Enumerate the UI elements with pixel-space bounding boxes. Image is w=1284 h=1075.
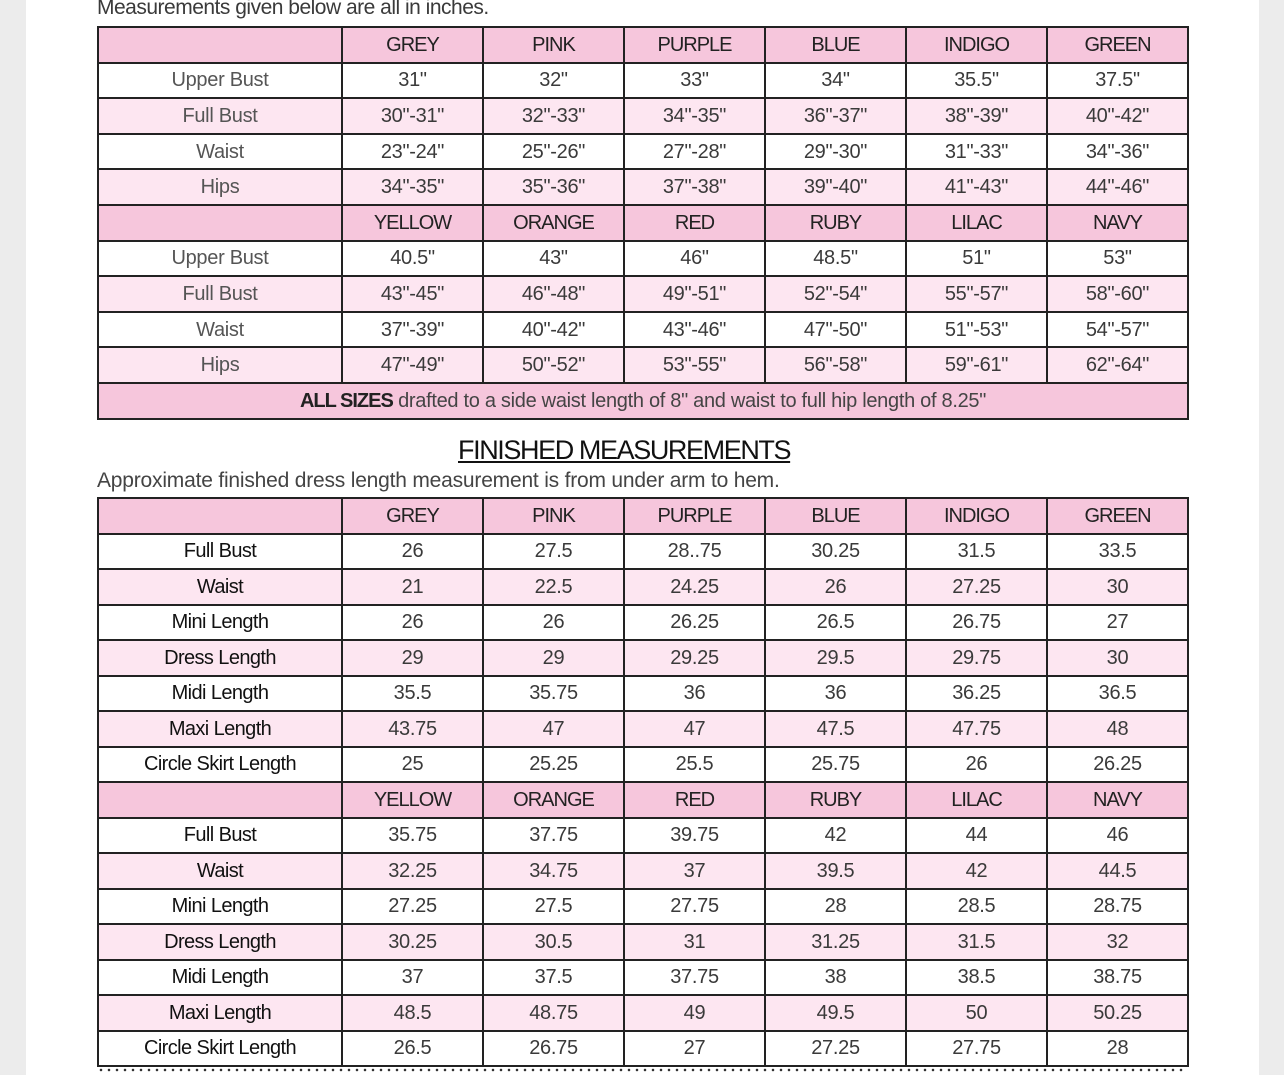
table-row	[98, 569, 1188, 605]
size-header-pink: PINK	[483, 498, 624, 534]
size-header-pink: PINK	[483, 27, 624, 63]
measurement-cell: 37"-39"	[342, 312, 483, 348]
measurement-cell: 28.75	[1047, 889, 1188, 925]
measurement-cell: 25.5	[624, 747, 765, 783]
table-row	[98, 818, 1188, 854]
table-row	[98, 640, 1188, 676]
measurement-cell: 38.75	[1047, 960, 1188, 996]
measurement-cell: 39"-40"	[765, 169, 906, 205]
row-label: Midi Length	[98, 676, 342, 712]
row-label: Circle Skirt Length	[98, 1031, 342, 1067]
measurement-cell: 26.25	[1047, 747, 1188, 783]
measurement-cell: 47	[483, 711, 624, 747]
measurement-cell: 43.75	[342, 711, 483, 747]
body-measurements-table	[97, 26, 1189, 420]
measurement-cell: 29"-30"	[765, 134, 906, 170]
measurement-cell: 30	[1047, 569, 1188, 605]
finished-measurements-subtitle: Approximate finished dress length measurement is from under arm to hem.	[97, 469, 780, 492]
measurement-cell: 30.5	[483, 924, 624, 960]
row-label: Mini Length	[98, 605, 342, 641]
measurement-cell: 31"	[342, 63, 483, 99]
row-label: Dress Length	[98, 640, 342, 676]
note-row	[98, 383, 1188, 419]
table-row	[98, 853, 1188, 889]
row-label: Hips	[98, 347, 342, 383]
size-header-orange: ORANGE	[483, 782, 624, 818]
measurement-cell: 38.5	[906, 960, 1047, 996]
size-header-ruby: RUBY	[765, 782, 906, 818]
measurement-cell: 32.25	[342, 853, 483, 889]
measurement-cell: 34"-35"	[624, 98, 765, 134]
table-row	[98, 711, 1188, 747]
size-header-ruby: RUBY	[765, 205, 906, 241]
measurement-cell: 27	[624, 1031, 765, 1067]
measurement-cell: 40.5"	[342, 241, 483, 277]
row-label: Maxi Length	[98, 711, 342, 747]
finished-size-header-row	[98, 782, 1188, 818]
size-header-purple: PURPLE	[624, 27, 765, 63]
size-header-grey: GREY	[342, 27, 483, 63]
measurement-cell: 29.75	[906, 640, 1047, 676]
size-header-green: GREEN	[1047, 27, 1188, 63]
measurement-cell: 26	[342, 605, 483, 641]
measurement-cell: 32"	[483, 63, 624, 99]
measurement-cell: 36	[765, 676, 906, 712]
measurement-cell: 47"-50"	[765, 312, 906, 348]
body-size-header-row	[98, 27, 1188, 63]
size-header-orange: ORANGE	[483, 205, 624, 241]
measurement-cell: 47"-49"	[342, 347, 483, 383]
measurement-cell: 43"-46"	[624, 312, 765, 348]
measurement-cell: 28..75	[624, 534, 765, 570]
body-size-header-row	[98, 205, 1188, 241]
measurement-cell: 44	[906, 818, 1047, 854]
table-row	[98, 312, 1188, 348]
measurement-cell: 27"-28"	[624, 134, 765, 170]
table-row	[98, 995, 1188, 1031]
measurement-cell: 46"	[624, 241, 765, 277]
row-label: Full Bust	[98, 534, 342, 570]
measurement-cell: 28.5	[906, 889, 1047, 925]
measurement-cell: 39.75	[624, 818, 765, 854]
measurement-cell: 24.25	[624, 569, 765, 605]
measurement-cell: 34"-36"	[1047, 134, 1188, 170]
measurement-cell: 26	[483, 605, 624, 641]
measurement-cell: 48.5	[342, 995, 483, 1031]
measurement-cell: 53"	[1047, 241, 1188, 277]
measurement-cell: 37.5	[483, 960, 624, 996]
measurement-cell: 22.5	[483, 569, 624, 605]
measurement-cell: 35.5"	[906, 63, 1047, 99]
finished-measurements-table	[97, 497, 1189, 1067]
measurement-cell: 36	[624, 676, 765, 712]
size-header-yellow: YELLOW	[342, 782, 483, 818]
measurement-cell: 29	[342, 640, 483, 676]
measurement-cell: 33"	[624, 63, 765, 99]
measurement-cell: 34"-35"	[342, 169, 483, 205]
finished-measurements-title: FINISHED MEASUREMENTS	[458, 435, 791, 465]
measurement-cell: 36.25	[906, 676, 1047, 712]
size-header-blue: BLUE	[765, 27, 906, 63]
measurement-cell: 32"-33"	[483, 98, 624, 134]
measurement-cell: 25"-26"	[483, 134, 624, 170]
row-label: Full Bust	[98, 276, 342, 312]
measurement-cell: 29.5	[765, 640, 906, 676]
header-corner-cell	[98, 782, 342, 818]
measurement-cell: 25.25	[483, 747, 624, 783]
measurements-intro: Measurements given below are all in inches.	[97, 0, 489, 19]
measurement-cell: 54"-57"	[1047, 312, 1188, 348]
measurement-cell: 23"-24"	[342, 134, 483, 170]
measurement-cell: 59"-61"	[906, 347, 1047, 383]
measurement-cell: 56"-58"	[765, 347, 906, 383]
measurement-cell: 44"-46"	[1047, 169, 1188, 205]
measurement-cell: 35"-36"	[483, 169, 624, 205]
measurement-cell: 25.75	[765, 747, 906, 783]
size-header-lilac: LILAC	[906, 205, 1047, 241]
size-header-navy: NAVY	[1047, 205, 1188, 241]
measurement-cell: 35.75	[483, 676, 624, 712]
measurement-cell: 26	[342, 534, 483, 570]
table-row	[98, 1031, 1188, 1067]
measurement-cell: 55"-57"	[906, 276, 1047, 312]
table-row	[98, 134, 1188, 170]
measurement-cell: 36.5	[1047, 676, 1188, 712]
measurement-cell: 47.75	[906, 711, 1047, 747]
table-row	[98, 924, 1188, 960]
measurement-cell: 37.75	[624, 960, 765, 996]
size-header-lilac: LILAC	[906, 782, 1047, 818]
measurement-cell: 38	[765, 960, 906, 996]
measurement-cell: 30.25	[765, 534, 906, 570]
row-label: Full Bust	[98, 98, 342, 134]
table-row	[98, 534, 1188, 570]
measurement-cell: 27.75	[906, 1031, 1047, 1067]
measurement-cell: 50.25	[1047, 995, 1188, 1031]
measurement-cell: 27.25	[765, 1031, 906, 1067]
measurement-cell: 35.75	[342, 818, 483, 854]
drafting-note	[98, 383, 1188, 419]
measurement-cell: 48.5"	[765, 241, 906, 277]
measurement-cell: 37	[342, 960, 483, 996]
dotted-divider	[97, 1068, 1187, 1072]
measurement-cell: 42	[906, 853, 1047, 889]
table-row	[98, 747, 1188, 783]
measurement-cell: 28	[1047, 1031, 1188, 1067]
row-label: Upper Bust	[98, 241, 342, 277]
measurement-cell: 31	[624, 924, 765, 960]
measurement-cell: 42	[765, 818, 906, 854]
measurement-cell: 47.5	[765, 711, 906, 747]
measurement-cell: 43"	[483, 241, 624, 277]
measurement-cell: 41"-43"	[906, 169, 1047, 205]
measurement-cell: 29.25	[624, 640, 765, 676]
measurement-cell: 37.75	[483, 818, 624, 854]
measurement-cell: 25	[342, 747, 483, 783]
row-label: Mini Length	[98, 889, 342, 925]
measurement-cell: 27.5	[483, 534, 624, 570]
measurement-cell: 33.5	[1047, 534, 1188, 570]
measurement-cell: 51"	[906, 241, 1047, 277]
measurement-cell: 30"-31"	[342, 98, 483, 134]
measurement-cell: 37	[624, 853, 765, 889]
measurement-cell: 26	[906, 747, 1047, 783]
measurement-cell: 49.5	[765, 995, 906, 1031]
measurement-cell: 31"-33"	[906, 134, 1047, 170]
header-corner-cell	[98, 205, 342, 241]
measurement-cell: 30.25	[342, 924, 483, 960]
row-label: Midi Length	[98, 960, 342, 996]
measurement-cell: 27.75	[624, 889, 765, 925]
measurement-cell: 30	[1047, 640, 1188, 676]
measurement-cell: 44.5	[1047, 853, 1188, 889]
size-header-yellow: YELLOW	[342, 205, 483, 241]
measurement-cell: 49	[624, 995, 765, 1031]
measurement-cell: 37"-38"	[624, 169, 765, 205]
measurement-cell: 62"-64"	[1047, 347, 1188, 383]
table-row	[98, 241, 1188, 277]
size-header-grey: GREY	[342, 498, 483, 534]
measurement-cell: 38"-39"	[906, 98, 1047, 134]
measurement-cell: 48.75	[483, 995, 624, 1031]
measurement-cell: 52"-54"	[765, 276, 906, 312]
measurement-cell: 27.5	[483, 889, 624, 925]
row-label: Waist	[98, 569, 342, 605]
size-header-blue: BLUE	[765, 498, 906, 534]
size-header-purple: PURPLE	[624, 498, 765, 534]
measurement-cell: 50"-52"	[483, 347, 624, 383]
table-row	[98, 889, 1188, 925]
measurement-cell: 49"-51"	[624, 276, 765, 312]
size-header-red: RED	[624, 205, 765, 241]
row-label: Full Bust	[98, 818, 342, 854]
size-header-red: RED	[624, 782, 765, 818]
measurement-cell: 26.75	[483, 1031, 624, 1067]
row-label: Waist	[98, 853, 342, 889]
row-label: Waist	[98, 312, 342, 348]
measurement-cell: 29	[483, 640, 624, 676]
row-label: Hips	[98, 169, 342, 205]
table-row	[98, 63, 1188, 99]
row-label: Maxi Length	[98, 995, 342, 1031]
measurement-cell: 31.25	[765, 924, 906, 960]
table-row	[98, 347, 1188, 383]
table-row	[98, 169, 1188, 205]
finished-size-header-row	[98, 498, 1188, 534]
measurement-cell: 37.5"	[1047, 63, 1188, 99]
size-header-green: GREEN	[1047, 498, 1188, 534]
measurement-cell: 27.25	[342, 889, 483, 925]
measurement-cell: 47	[624, 711, 765, 747]
measurement-cell: 58"-60"	[1047, 276, 1188, 312]
measurement-cell: 32	[1047, 924, 1188, 960]
measurement-cell: 40"-42"	[1047, 98, 1188, 134]
row-label: Upper Bust	[98, 63, 342, 99]
measurement-cell: 34"	[765, 63, 906, 99]
measurement-cell: 28	[765, 889, 906, 925]
drafting-note-text: drafted to a side waist length of 8" and waist to full hip length of 8.25"	[392, 389, 987, 412]
measurement-cell: 21	[342, 569, 483, 605]
drafting-note-bold: ALL SIZES	[299, 389, 393, 412]
measurement-cell: 26.5	[765, 605, 906, 641]
measurement-cell: 26.75	[906, 605, 1047, 641]
measurement-cell: 43"-45"	[342, 276, 483, 312]
size-header-indigo: INDIGO	[906, 498, 1047, 534]
measurement-cell: 27.25	[906, 569, 1047, 605]
measurement-cell: 34.75	[483, 853, 624, 889]
size-header-navy: NAVY	[1047, 782, 1188, 818]
table-row	[98, 676, 1188, 712]
header-corner-cell	[98, 27, 342, 63]
measurement-cell: 39.5	[765, 853, 906, 889]
measurement-cell: 27	[1047, 605, 1188, 641]
row-label: Waist	[98, 134, 342, 170]
measurement-cell: 46"-48"	[483, 276, 624, 312]
table-row	[98, 276, 1188, 312]
measurement-cell: 26.25	[624, 605, 765, 641]
row-label: Dress Length	[98, 924, 342, 960]
measurement-cell: 36"-37"	[765, 98, 906, 134]
measurement-cell: 31.5	[906, 924, 1047, 960]
measurement-cell: 35.5	[342, 676, 483, 712]
table-row	[98, 98, 1188, 134]
measurement-cell: 48	[1047, 711, 1188, 747]
size-header-indigo: INDIGO	[906, 27, 1047, 63]
table-row	[98, 960, 1188, 996]
measurement-cell: 31.5	[906, 534, 1047, 570]
measurement-cell: 51"-53"	[906, 312, 1047, 348]
measurement-cell: 26	[765, 569, 906, 605]
measurement-cell: 50	[906, 995, 1047, 1031]
table-row	[98, 605, 1188, 641]
measurement-cell: 53"-55"	[624, 347, 765, 383]
measurement-cell: 40"-42"	[483, 312, 624, 348]
header-corner-cell	[98, 498, 342, 534]
measurement-cell: 26.5	[342, 1031, 483, 1067]
row-label: Circle Skirt Length	[98, 747, 342, 783]
measurement-cell: 46	[1047, 818, 1188, 854]
